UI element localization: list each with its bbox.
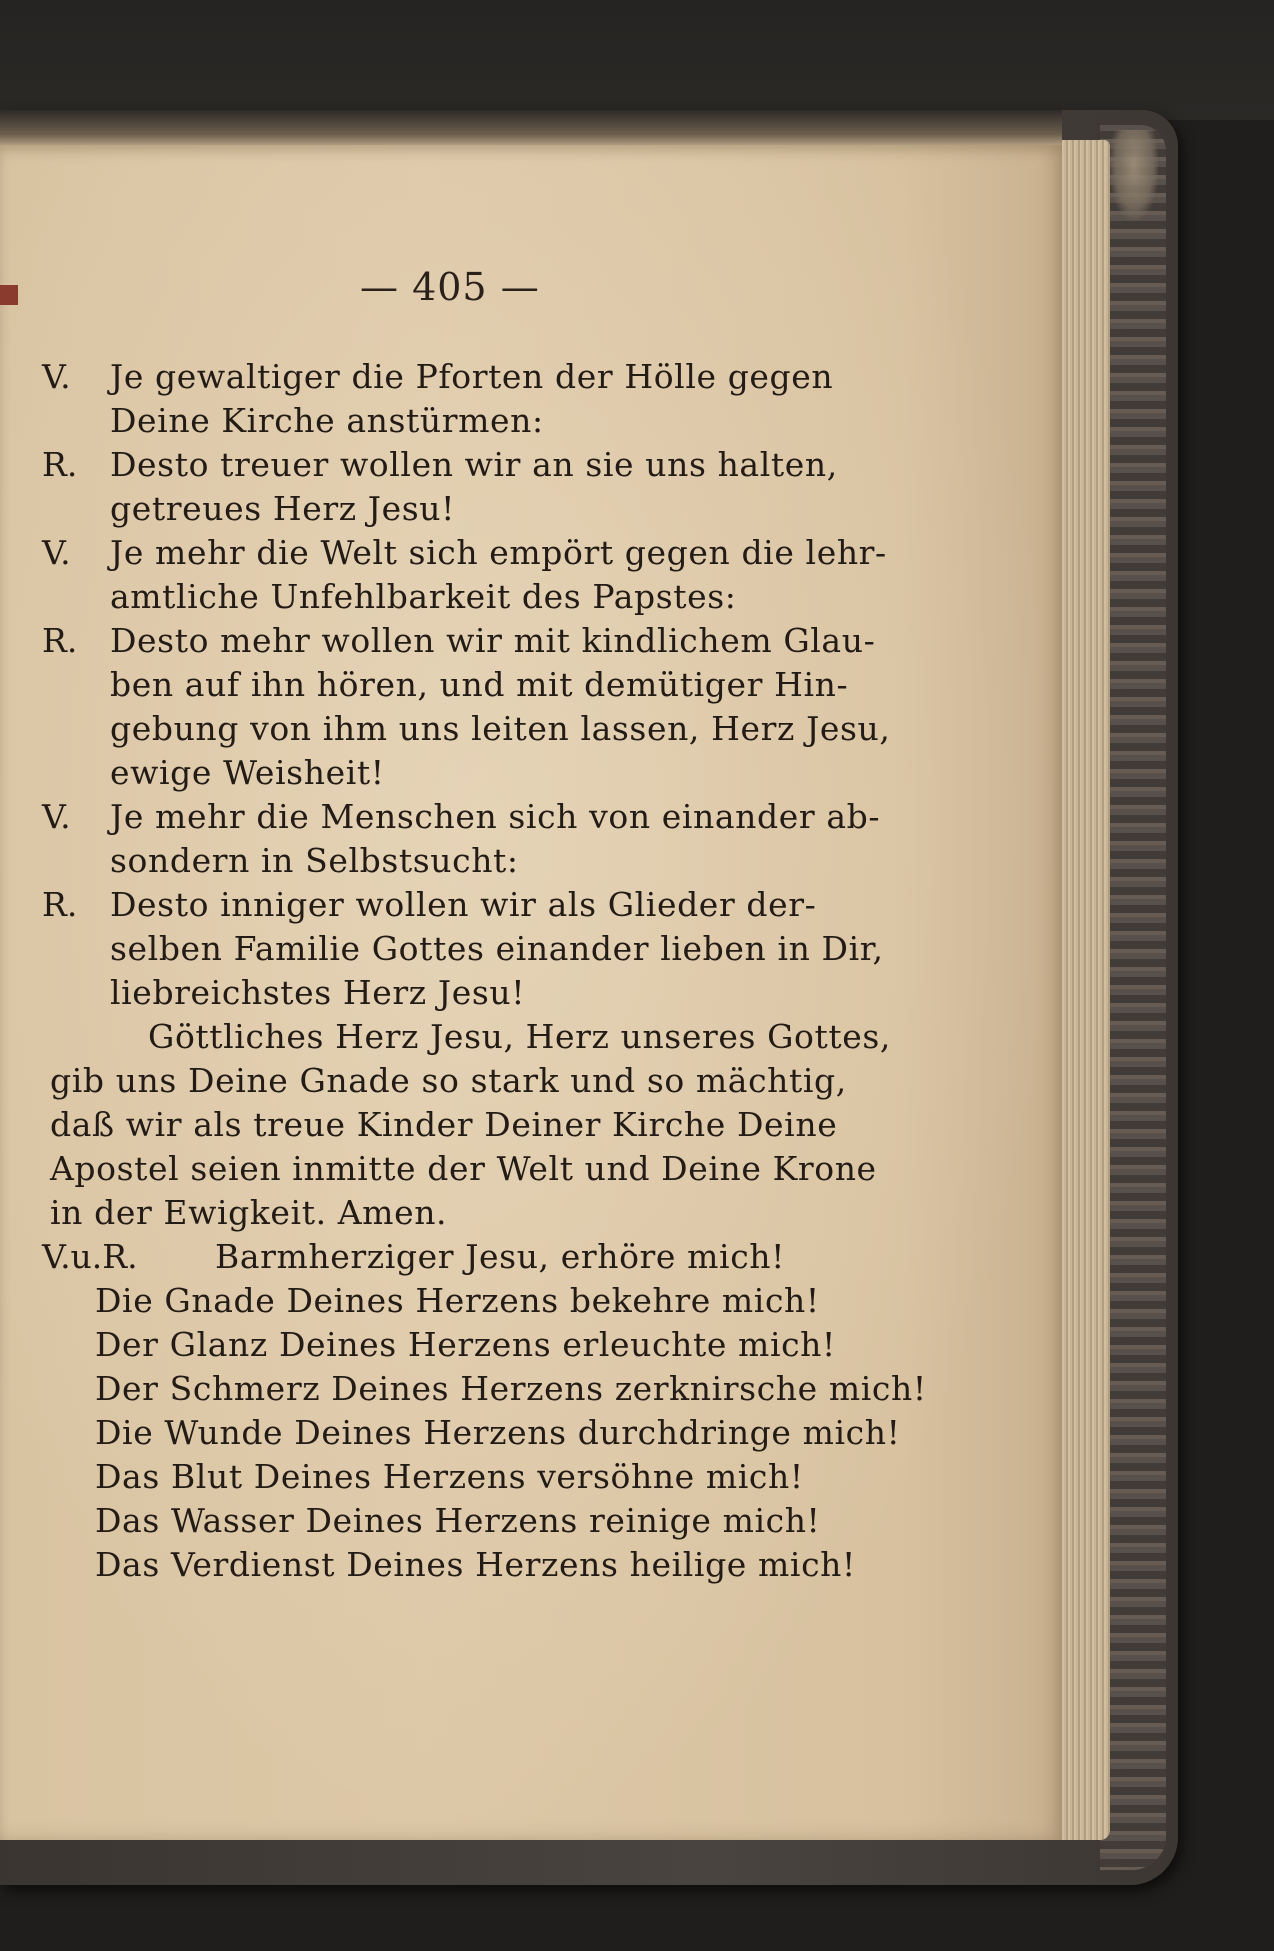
text-line: ben auf ihn hören, und mit demütiger Hin- bbox=[110, 665, 849, 704]
response-marker: R. bbox=[42, 885, 78, 924]
backdrop bbox=[0, 0, 1274, 120]
text-line: Desto treuer wollen wir an sie uns halten, bbox=[110, 445, 838, 484]
litany-line: Der Glanz Deines Herzens erleuchte mich! bbox=[95, 1325, 836, 1364]
page-number: — 405 — bbox=[360, 265, 540, 309]
prayer-line: Göttliches Herz Jesu, Herz unseres Gottes, bbox=[148, 1017, 891, 1056]
text-line: Je mehr die Welt sich empört gegen die lehr- bbox=[110, 533, 887, 572]
response-marker: R. bbox=[42, 445, 78, 484]
book-page bbox=[0, 145, 1062, 1840]
text-line: amtliche Unfehlbarkeit des Papstes: bbox=[110, 577, 737, 616]
litany-line: Die Gnade Deines Herzens bekehre mich! bbox=[95, 1281, 820, 1320]
worn-corner bbox=[1110, 130, 1158, 220]
versicle-marker: V. bbox=[42, 797, 71, 836]
versicle-marker: V. bbox=[42, 533, 71, 572]
prayer-line: Apostel seien inmitte der Welt und Deine Krone bbox=[50, 1149, 877, 1188]
litany-line: Barmherziger Jesu, erhöre mich! bbox=[215, 1237, 785, 1276]
text-line: liebreichstes Herz Jesu! bbox=[110, 973, 526, 1012]
prayer-line: gib uns Deine Gnade so stark und so mächtig, bbox=[50, 1061, 847, 1100]
text-line: sondern in Selbstsucht: bbox=[110, 841, 519, 880]
prayer-line: daß wir als treue Kinder Deiner Kirche Deine bbox=[50, 1105, 838, 1144]
text-line: Desto inniger wollen wir als Glieder der- bbox=[110, 885, 817, 924]
text-line: Je gewaltiger die Pforten der Hölle gegen bbox=[110, 357, 834, 396]
litany-line: Der Schmerz Deines Herzens zerknirsche mich! bbox=[95, 1369, 927, 1408]
text-line: ewige Weisheit! bbox=[110, 753, 385, 792]
text-line: Je mehr die Menschen sich von einander ab- bbox=[110, 797, 881, 836]
litany-line: Das Blut Deines Herzens versöhne mich! bbox=[95, 1457, 804, 1496]
litany-marker: V.u.R. bbox=[42, 1237, 138, 1276]
text-line: gebung von ihm uns leiten lassen, Herz Jesu, bbox=[110, 709, 891, 748]
text-line: selben Familie Gottes einander lieben in Dir, bbox=[110, 929, 884, 968]
text-line: Deine Kirche anstürmen: bbox=[110, 401, 544, 440]
text-line: getreues Herz Jesu! bbox=[110, 489, 455, 528]
page-top-edge bbox=[0, 110, 1062, 150]
litany-line: Das Verdienst Deines Herzens heilige mich! bbox=[95, 1545, 856, 1584]
response-marker: R. bbox=[42, 621, 78, 660]
litany-line: Das Wasser Deines Herzens reinige mich! bbox=[95, 1501, 821, 1540]
litany-line: Die Wunde Deines Herzens durchdringe mich! bbox=[95, 1413, 901, 1452]
versicle-marker: V. bbox=[42, 357, 71, 396]
prayer-line: in der Ewigkeit. Amen. bbox=[50, 1193, 448, 1232]
text-line: Desto mehr wollen wir mit kindlichem Glau- bbox=[110, 621, 876, 660]
page-content bbox=[0, 145, 1062, 1840]
